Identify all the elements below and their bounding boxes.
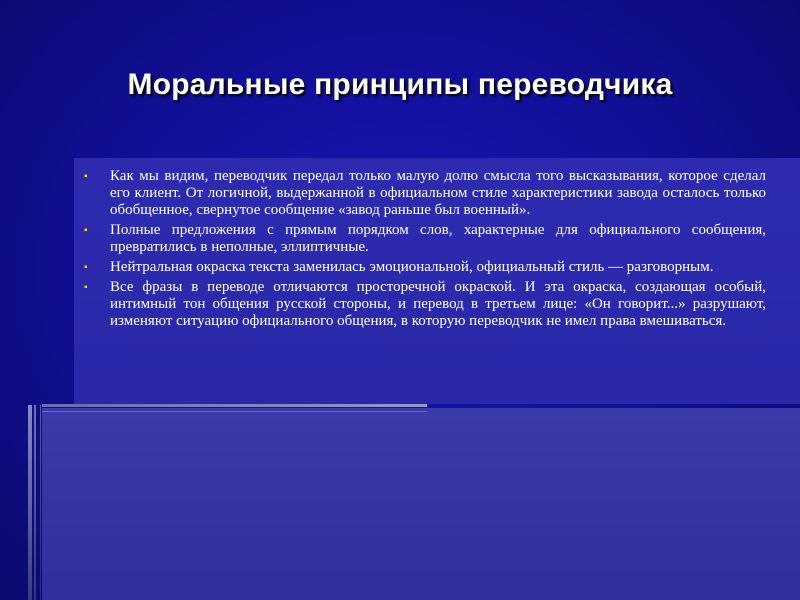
bullet-text: Все фразы в переводе отличаются просторечной окраской. И эта окраска, создающая особый, интимный тон общения русской стороны, и перевод в третьем лице: «Он говорит...» разрушают, изменяют ситуацию официального общения, в которую переводчик не имел права вмешиваться. [110,279,766,329]
bullet-text: Нейтральная окраска текста заменилась эмоциональной, официальный стиль — разговорным. [110,259,714,275]
bullet-marker-icon: ▪ [84,225,88,236]
decorative-divider [42,411,427,412]
bullet-text: Как мы видим, переводчик передал только малую долю смысла того высказывания, которое сделал его клиент. От логичной, выдержанной в официальном стиле характеристики завода осталось только обобщенное, свернутое сообщение «завод раньше был военный». [110,168,766,218]
bullet-marker-icon: ▪ [84,171,88,182]
slide-title: Моральные принципы переводчика [127,68,673,101]
bullet-marker-icon: ▪ [84,262,88,273]
decorative-divider [42,404,427,407]
decorative-vertical-bar [28,405,32,600]
decorative-vertical-bar [40,405,41,600]
decorative-vertical-bar [34,405,36,600]
decorative-lower-panel [42,408,800,600]
bullet-list [84,168,766,333]
bullet-marker-icon: ▪ [84,282,88,293]
bullet-item [84,168,766,219]
bullet-item [84,279,766,330]
bullet-item [84,222,766,256]
bullet-text: Полные предложения с прямым порядком слов, характерные для официального сообщения, превратились в неполные, эллиптичные. [110,222,766,255]
bullet-item [84,259,766,276]
